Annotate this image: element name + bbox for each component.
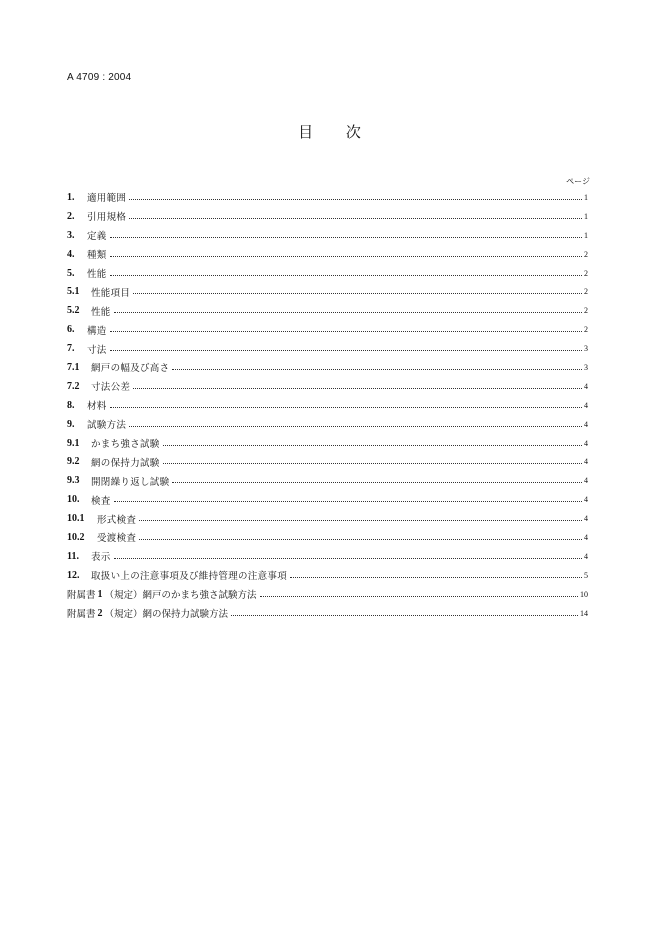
toc-entry[interactable] — [67, 509, 588, 528]
toc-entry[interactable] — [67, 282, 588, 301]
toc-entry[interactable] — [67, 226, 588, 245]
annex-number: 2 — [97, 607, 103, 619]
toc-entry-page: 3 — [584, 344, 588, 354]
toc-entry[interactable] — [67, 566, 588, 585]
dot-leader — [231, 615, 578, 616]
annex-number: 1 — [97, 588, 103, 600]
page-title: 目 次 — [298, 123, 375, 141]
toc-entry[interactable] — [67, 377, 588, 396]
toc-entry-number: 2. — [67, 210, 75, 222]
toc-entry-number: 9.3 — [67, 475, 80, 487]
toc-entry-label: 検査 — [91, 495, 111, 507]
dot-leader — [172, 482, 582, 483]
toc-entry[interactable] — [67, 207, 588, 226]
dot-leader — [133, 388, 582, 389]
toc-entry-page: 10 — [580, 589, 588, 599]
dot-leader — [114, 558, 582, 559]
toc-entry-number: 5.1 — [67, 286, 80, 298]
dot-leader — [163, 463, 582, 464]
toc-entry-page: 2 — [584, 249, 588, 259]
toc-entry[interactable] — [67, 339, 588, 358]
toc-entry-number: 12. — [67, 569, 80, 581]
toc-entry-page: 4 — [584, 457, 588, 467]
toc-entry-number: 9.2 — [67, 456, 80, 468]
dot-leader — [110, 256, 582, 257]
toc-entry-label: 性能項目 — [91, 287, 131, 299]
toc-entry-number: 4. — [67, 248, 75, 260]
toc-entry-label: 性能 — [87, 269, 107, 280]
toc-entry-label: 開閉繰り返し試験 — [91, 476, 170, 488]
toc-entry-number: 9. — [67, 418, 75, 430]
dot-leader — [110, 275, 582, 276]
toc-entry[interactable] — [67, 264, 588, 283]
dot-leader — [260, 596, 578, 597]
toc-annex-entry[interactable] — [67, 585, 588, 604]
toc-entry[interactable] — [67, 415, 588, 434]
toc-entry-label: 適用範囲 — [87, 193, 127, 205]
toc-entry-number: 11. — [67, 550, 79, 562]
toc-entry[interactable] — [67, 490, 588, 509]
dot-leader — [172, 369, 582, 370]
dot-leader — [110, 237, 582, 238]
toc-entry-label: 形式検査 — [97, 514, 137, 526]
toc-entry-number: 7.1 — [67, 361, 80, 373]
dot-leader — [114, 312, 582, 313]
toc-entry[interactable] — [67, 245, 588, 264]
toc-entry[interactable] — [67, 547, 588, 566]
toc-entry-label: 種類 — [87, 250, 107, 262]
toc-entry-page: 2 — [584, 306, 588, 316]
toc-entry-page: 3 — [584, 362, 588, 372]
toc-entry[interactable] — [67, 528, 588, 547]
toc-entry-page: 1 — [584, 211, 588, 221]
toc-entry-label: 構造 — [87, 325, 107, 337]
toc-entry-page: 2 — [584, 325, 588, 335]
toc-entry-label: 寸法 — [87, 344, 107, 356]
toc-entry-page: 4 — [584, 514, 588, 524]
annex-label: （規定）網の保持力試験方法 — [104, 609, 229, 621]
toc-entry-label: 定義 — [87, 231, 107, 243]
dot-leader — [110, 331, 582, 332]
dot-leader — [139, 539, 582, 540]
toc-entry[interactable] — [67, 188, 588, 207]
page-column-header: ページ — [566, 177, 590, 186]
toc-entry-page: 14 — [580, 608, 588, 618]
toc-entry-number: 9.1 — [67, 437, 80, 449]
toc-entry-number: 5.2 — [67, 305, 80, 317]
toc-entry[interactable] — [67, 320, 588, 339]
toc-entry-number: 10. — [67, 494, 80, 506]
toc-entry-number: 7.2 — [67, 380, 80, 392]
toc-entry[interactable] — [67, 396, 588, 415]
annex-prefix: 附属書 — [67, 609, 96, 621]
toc-entry[interactable] — [67, 471, 588, 490]
toc-entry[interactable] — [67, 434, 588, 453]
toc-entry-page: 4 — [584, 495, 588, 505]
toc-entry[interactable] — [67, 452, 588, 471]
toc-entry-label: 寸法公差 — [91, 382, 131, 394]
toc-entry-number: 10.1 — [67, 513, 85, 525]
dot-leader — [139, 520, 582, 521]
dot-leader — [290, 577, 582, 578]
dot-leader — [129, 426, 582, 427]
dot-leader — [129, 218, 582, 219]
dot-leader — [110, 350, 582, 351]
toc-entry-label: 受渡検査 — [97, 533, 137, 545]
toc-entry-number: 7. — [67, 343, 75, 355]
toc-entry-label: 網の保持力試験 — [91, 457, 160, 469]
toc-entry-page: 1 — [584, 230, 588, 240]
toc-annex-entry[interactable] — [67, 604, 588, 623]
table-of-contents — [67, 188, 588, 622]
toc-entry-page: 4 — [584, 532, 588, 542]
toc-entry-page: 1 — [584, 192, 588, 202]
toc-entry-page: 2 — [584, 287, 588, 297]
toc-entry-label: 性能 — [91, 306, 111, 318]
toc-entry-page: 4 — [584, 381, 588, 391]
dot-leader — [163, 445, 582, 446]
toc-entry-label: かまち強さ試験 — [91, 439, 160, 451]
toc-entry[interactable] — [67, 358, 588, 377]
toc-entry-page: 2 — [584, 268, 588, 278]
dot-leader — [133, 293, 582, 294]
toc-entry-label: 表示 — [91, 552, 111, 564]
toc-entry-label: 試験方法 — [87, 420, 127, 432]
toc-entry-number: 8. — [67, 399, 75, 411]
toc-entry-page: 4 — [584, 551, 588, 561]
toc-entry-page: 4 — [584, 419, 588, 429]
toc-entry-label: 取扱い上の注意事項及び維持管理の注意事項 — [91, 571, 288, 583]
annex-prefix: 附属書 — [67, 590, 96, 602]
toc-entry-page: 4 — [584, 476, 588, 486]
toc-entry-number: 3. — [67, 229, 75, 241]
toc-entry-label: 引用規格 — [87, 212, 127, 224]
toc-entry-number: 5. — [67, 267, 75, 279]
toc-entry-label: 網戸の幅及び高さ — [91, 363, 170, 375]
toc-entry-page: 4 — [584, 438, 588, 448]
dot-leader — [129, 199, 582, 200]
toc-entry[interactable] — [67, 301, 588, 320]
toc-entry-page: 4 — [584, 400, 588, 410]
toc-entry-page: 5 — [584, 570, 588, 580]
annex-label: （規定）網戸のかまち強さ試験方法 — [104, 590, 257, 602]
standard-code: A 4709 : 2004 — [67, 72, 132, 83]
toc-entry-number: 1. — [67, 191, 75, 203]
toc-entry-label: 材料 — [87, 401, 107, 413]
toc-entry-number: 10.2 — [67, 531, 85, 543]
dot-leader — [114, 501, 582, 502]
dot-leader — [110, 407, 582, 408]
toc-entry-number: 6. — [67, 324, 75, 336]
